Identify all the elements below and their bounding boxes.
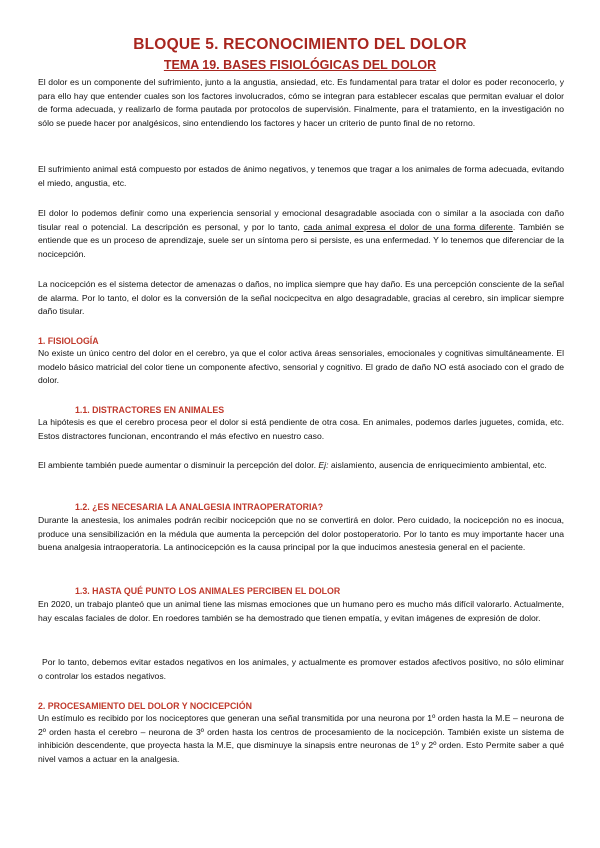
page-subtitle: TEMA 19. BASES FISIOLÓGICAS DEL DOLOR [163,58,437,72]
section-2-heading: 2. PROCESAMIENTO DEL DOLOR Y NOCICEPCIÓN [38,701,252,711]
page-title: BLOQUE 5. RECONOCIMIENTO DEL DOLOR [133,36,467,53]
subsection-1-1-heading: 1.1. DISTRACTORES EN ANIMALES [75,405,225,415]
intro-paragraph-1: El dolor es un componente del sufrimiento, junto a la angustia, ansiedad, etc. Es fundamental para tratar el dolor es poder reconocerlo, y para ello hay que entender cuales son los factores involucrados, cómo se integran para establecer escalas que permitan evaluar el dolor de forma adecuada, y realizarlo de forma pautada por protocolos de supervisión. Finalmente, para el tratamiento, en la investigación no sólo se puede hacer por analgésicos, sino entendiendo los factores y hacer un criterio de punto final de no retorno. [38,77,564,128]
intro-paragraph-3-end: . También se entiende que es un proceso de aprendizaje, suele ser un síntoma pero si persiste, es una enfermedad. Y lo tenemos que diferenciar de la nocicepción. [38,221,565,259]
subsection-1-1-paragraph-2-start: El ambiente también puede aumentar o disminuir la percepción del dolor. [38,460,319,470]
intro-paragraph-3-start: El dolor lo podemos definir como una experiencia sensorial y emocional desagradable asociada con o similar a la asociada con daño tisular real o potencial. La descripción es personal, y por lo tanto, [38,208,564,232]
subsection-1-3-paragraph-2: Por lo tanto, debemos evitar estados negativos en los animales, y actualmente es promover estados afectivos positivo, no sólo eliminar o controlar los estados negativos. [38,657,564,681]
section-1-paragraph-1: No existe un único centro del dolor en el cerebro, ya que el color activa áreas sensoriales, emocionales y cognitivas simultáneamente. El modelo básico matricial del color tiene un componente afectivo, sensorial y cognitivo. El grado de daño NO está asociado con el grado de dolor. [38,348,564,386]
intro-paragraph-3-underlined: cada animal expresa el dolor de una forma diferente [303,221,513,232]
section-2-paragraph-1: Un estímulo es recibido por los nociceptores que generan una señal transmitida por una neurona por 1º orden hasta la M.E – neurona de 2º orden hasta el cerebro – neurona de 3º orden hasta los centros de procesamiento de la nocicepción. También existe un sistema de inhibición descendente, que proyecta hasta la M.E, que disminuye la sinapsis entre neuronas de 1º y 2º orden. Esto Permite saber a qué nivel vamos a actuar en la analgesia. [38,713,564,764]
intro-paragraph-3 [38,207,564,261]
section-1-heading: 1. FISIOLOGÍA [38,336,99,346]
subsection-1-1-paragraph-2 [38,459,564,473]
subsection-1-3-paragraph-1: En 2020, un trabajo planteó que un animal tiene las mismas emociones que un humano pero es mucho más difícil valorarlo. Actualmente, hay escalas faciales de dolor. En roedores también se ha demostrado que tienen empatía, y evitan imágenes de expresión de dolor. [38,599,564,623]
intro-paragraph-4: La nocicepción es el sistema detector de amenazas o daños, no implica siempre que hay daño. Es una percepción consciente de la señal de alarma. Por lo tanto, el dolor es la conversión de la señal nocicpecitva en algo desagradable, gracias al cerebro, sin implicar siempre daño tisular. [38,279,564,317]
subsection-1-2-paragraph-1: Durante la anestesia, los animales podrán recibir nocicepción que no se convertirá en dolor. Pero cuidado, la nocicepción no es inocua, produce una sensibilización en la médula que aumenta la percepción del dolor postoperatorio. Por lo tanto es muy importante hacer una buena analgesia intraoperatoria. La antinocicepción es la causa principal por la que inducimos anestesia general en el paciente. [38,515,564,553]
intro-paragraph-2: El sufrimiento animal está compuesto por estados de ánimo negativos, y tenemos que tragar a los animales de forma adecuada, evitando el miedo, angustia, etc. [38,164,564,188]
subsection-1-1-paragraph-2-example: Ej: [318,460,329,470]
subsection-1-2-heading: 1.2. ¿ES NECESARIA LA ANALGESIA INTRAOPERATORIA? [75,502,324,512]
subsection-1-1-paragraph-2-end: aislamiento, ausencia de enriquecimiento ambiental, etc. [328,460,547,470]
subsection-1-1-paragraph-1: La hipótesis es que el cerebro procesa peor el dolor si está pendiente de otra cosa. En animales, podemos darles juguetes, comida, etc. Estos distractores funcionan, encontrando el más efectivo en nuestro caso. [38,417,564,441]
subsection-1-3-heading: 1.3. HASTA QUÉ PUNTO LOS ANIMALES PERCIBEN EL DOLOR [75,586,341,596]
